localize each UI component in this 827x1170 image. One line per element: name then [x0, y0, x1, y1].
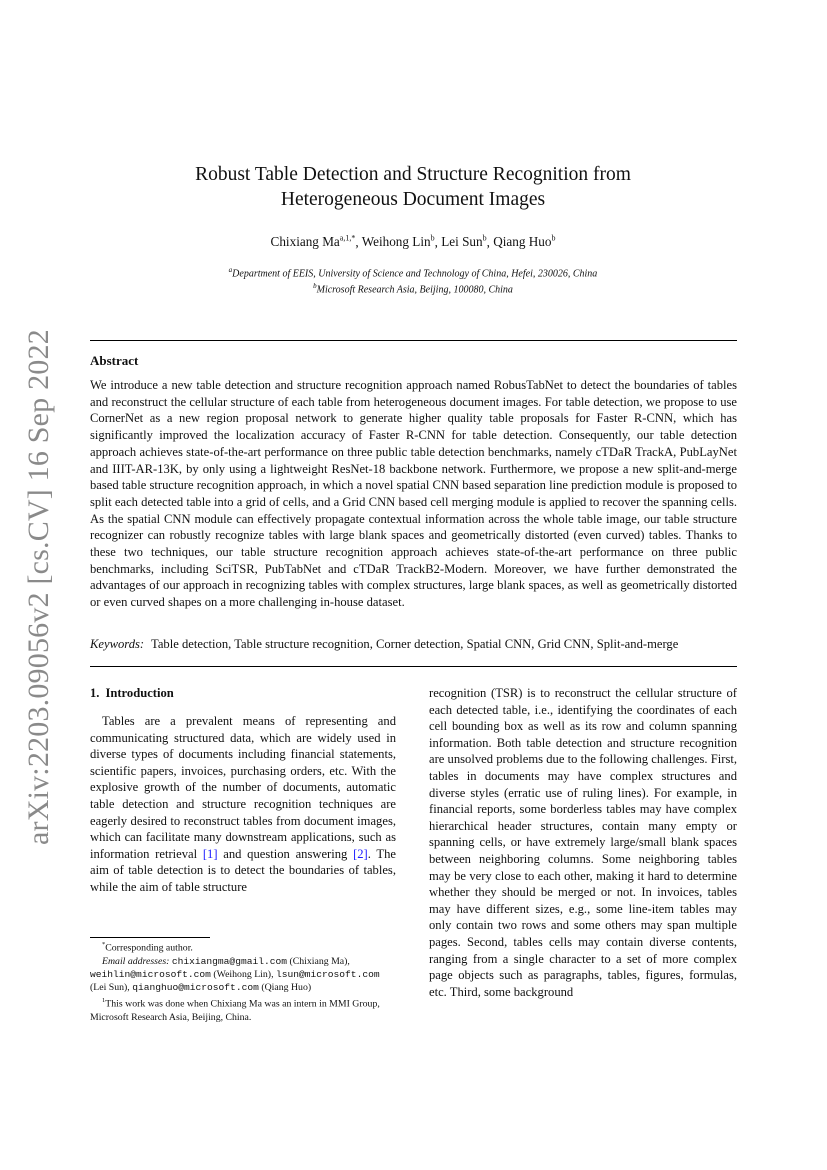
citation-link[interactable]: [1] — [202, 846, 218, 861]
keywords-label: Keywords: — [90, 637, 145, 651]
footnote-emails: Email addresses: chixiangma@gmail.com (Chixiang Ma), weihlin@microsoft.com (Weihong Lin), lsun@microsoft.com (Lei Sun), qianghuo@microsoft.com (Qiang Huo) — [90, 955, 380, 994]
footnote-1: $^1$This work was done when Chixiang Ma was an intern in MMI Group, Microsoft Research Asia, Beijing, China. — [90, 997, 380, 1024]
section-number: 1. — [90, 686, 100, 700]
intro-right-column: recognition (TSR) is to reconstruct the cellular structure of each detected table, i.e., identifying the coordinates of each cell bounding box as well as its row and column spanning information. Both table detection and structure recognition are unsolved problems due to the following challenges. First, tables in documents may have complex structures and diverse styles (erratic use of ruling lines). For example, in financial reports, some borderless tables may have complex hierarchical header structures, contain many empty or spanning cells, or have extremely large/small blank spaces between neighboring columns. Some neighboring tables may be very close to each other, making it hard to determine whether they should be merged or not. In invoices, tables may have different sizes, e.g., some line-item tables may only contain two rows and some others may span multiple pages. Second, tables cells may contain diverse contents, ranging from a single character to a set of more complex page objects such as paragraphs, tables, figures, formulas, etc. Third, some background — [429, 686, 737, 999]
affiliation: $^b$Microsoft Research Asia, Beijing, 100080, China — [313, 282, 513, 296]
author: Lei Sun$^b$ — [441, 234, 487, 250]
section-title: Introduction — [105, 686, 174, 700]
author: Chixiang $Ma^{a,1,*}$ — [270, 234, 356, 250]
abstract-body: We introduce a new table detection and structure recognition approach named RobusTabNet to detect the boundaries of tables and reconstruct the cellular structure of each table from heterogeneous document images. For table detection, we propose to use CornerNet as a new region proposal network to generate higher quality table proposals for Faster R-CNN, which has significantly improved the localization accuracy of Faster R-CNN for table detection. Consequently, our table detection approach achieves state-of-the-art performance on three public table detection benchmarks, namely cTDaR TrackA, PubLayNet and IIIT-AR-13K, by only using a lightweight ResNet-18 backbone network. Furthermore, we propose a new split-and-merge based table structure recognition approach, in which a novel spatial CNN based separation line prediction module is proposed to split each detected table into a grid of cells, and a Grid CNN based cell merging module is applied to recover the spanning cells. As the spatial CNN module can effectively propagate contextual information across the whole table image, our table structure recognizer can robustly recognize tables with large blank spaces and geometrically distorted (even curved) tables. Thanks to these two techniques, our table structure recognition approach achieves state-of-the-art performance on three public benchmarks, including SciTSR, PubTabNet and cTDaR TrackB2-Modern. Moreover, we have further demonstrated the advantages of our approach in recognizing tables with complex structures, large blank spaces, as well as geometrically distorted or even curved shapes on a more challenging in-house dataset. — [90, 378, 737, 610]
citation-link[interactable]: [2] — [353, 846, 368, 861]
section-heading-introduction — [90, 686, 180, 701]
intro-left-column: Tables are a prevalent means of representing and communicating structured data, which are widely used in diverse types of documents including financial statements, scientific papers, invoices, purchasing orders, etc. With the explosive growth of the number of documents, automatic table detection and structure recognition techniques are eagerly desired to reconstruct tables from document images, which can facilitate many downstream applications, such as information retrieval [1] and question answering [2]. The aim of table detection is to detect the boundaries of tables, while the aim of table structure — [90, 714, 396, 894]
keywords — [90, 637, 737, 652]
footnotes — [90, 938, 398, 1024]
author: Weihong Lin$^b$ — [361, 234, 435, 250]
email-link[interactable]: qianghuo@microsoft.com — [132, 982, 259, 994]
abstract-top-rule — [90, 340, 737, 341]
footnote-corresponding: *Corresponding author. — [102, 941, 193, 954]
affiliation: $^a$Department of EEIS, University of Science and Technology of China, Hefei, 230026, China — [228, 266, 598, 280]
author: Qiang Huo$^b$ — [493, 234, 556, 250]
abstract-heading: Abstract — [90, 353, 139, 368]
email-link[interactable]: weihlin@microsoft.com — [90, 968, 211, 980]
arxiv-stamp: arXiv:2203.09056v2 [cs.CV] 16 Sep 2022 — [22, 329, 55, 845]
title-line-2: Heterogeneous Document Images — [280, 189, 546, 210]
title-line-1: Robust Table Detection and Structure Recognition from — [195, 164, 631, 185]
keywords-text: Table detection, Table structure recognition, Corner detection, Spatial CNN, Grid CNN, Split-and-merge — [151, 637, 679, 651]
paper-title — [90, 162, 736, 212]
email-link[interactable]: lsun@microsoft.com — [275, 968, 380, 980]
email-link[interactable]: chixiangma@gmail.com — [171, 955, 288, 967]
author-list: Chixiang $Ma^{a,1,*}$, Weihong Lin$^b$, Lei Sun$^b$, Qiang Huo$^b$ — [270, 234, 556, 250]
affiliations — [90, 264, 736, 297]
abstract-bottom-rule — [90, 666, 737, 667]
